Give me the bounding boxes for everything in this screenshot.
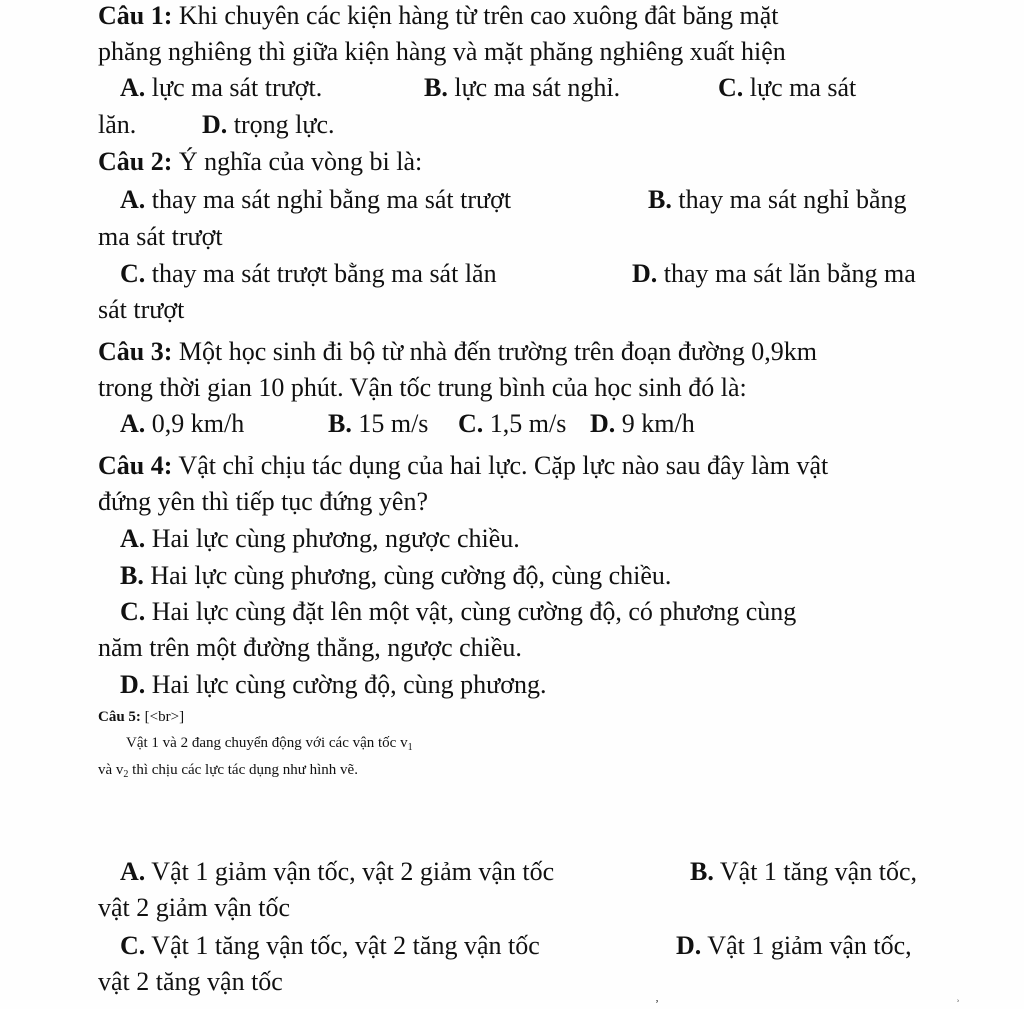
q2-option-d-cont: sát trượt [98,295,185,324]
q1-stem-text1: Khi chuyên các kiện hàng từ trên cao xuông đât băng mặt [172,1,779,30]
q4-stem-text1: Vật chỉ chịu tác dụng của hai lực. Cặp lực nào sau đây làm vật [172,451,829,480]
q1-option-c [718,72,856,104]
q5-option-d-label: D. [676,931,702,960]
q4-option-c-label: C. [120,597,146,626]
q1-option-d-text: trọng lực. [227,110,335,139]
q4-option-b [120,560,671,592]
q4-option-d-label: D. [120,670,146,699]
q5-option-b-cont: vật 2 giảm vận tốc [98,893,291,922]
q1-stem-line1 [98,0,779,32]
q5-stem-text2a: và v [98,762,124,778]
q2-option-c-label: C. [120,259,146,288]
q3-option-d-text: 9 km/h [615,409,695,438]
q4-option-a-text: Hai lực cùng phương, ngược chiều. [145,524,520,553]
q5-stem-text2b: thì chịu các lực tác dụng như hình vẽ. [128,762,358,778]
q5-option-c-text: Vật 1 tăng vận tốc, vật 2 tăng vận tốc [145,931,540,960]
q3-option-d-label: D. [590,409,616,438]
q4-option-c [120,596,796,628]
q2-option-c [120,258,497,290]
q1-option-c-cont: lăn. [98,110,137,139]
q1-label: Câu 1: [98,1,173,30]
q5-br-placeholder: [<br>] [140,709,185,725]
q5-stem-text1: Vật 1 và 2 đang chuyển động với các vận tốc v [126,735,408,751]
q5-option-b [690,856,917,888]
q3-stem-line1 [98,336,817,368]
q3-stem-line2: trong thời gian 10 phút. Vận tốc trung bình của học sinh đó là: [98,373,747,402]
q3-label: Câu 3: [98,337,173,366]
q4-option-d-text: Hai lực cùng cường độ, cùng phương. [145,670,547,699]
q3-option-d [590,408,695,440]
q4-option-b-text: Hai lực cùng phương, cùng cường độ, cùng chiều. [143,561,672,590]
q2-option-a [120,184,511,216]
q2-stem [98,146,422,178]
q5-option-b-label: B. [690,857,714,886]
q3-stem-text1: Một học sinh đi bộ từ nhà đến trường trên đoạn đường 0,9km [172,337,817,366]
q1-option-a-label: A. [120,73,146,102]
q2-option-a-text: thay ma sát nghỉ bằng ma sát trượt [145,185,512,214]
q2-option-c-text: thay ma sát trượt bằng ma sát lăn [145,259,497,288]
q4-label: Câu 4: [98,451,173,480]
scan-mark: ʾ [956,997,960,1011]
q5-label: Câu 5: [98,709,141,725]
q2-option-d-text: thay ma sát lăn bằng ma [657,259,916,288]
q1-option-a-text: lực ma sát trượt. [145,73,323,102]
q1-option-b [424,72,620,104]
q1-option-d [202,109,335,141]
q2-stem-text: Ý nghĩa của vòng bi là: [172,147,423,176]
q2-option-b-text: thay ma sát nghỉ bằng [671,185,907,214]
q2-option-d-label: D. [632,259,658,288]
q2-label: Câu 2: [98,147,173,176]
q1-option-c-label: C. [718,73,744,102]
q5-v2-subscript: 2 [123,769,129,780]
q5-option-b-text: Vật 1 tăng vận tốc, [713,857,917,886]
q1-option-d-label: D. [202,110,228,139]
q3-option-c-text: 1,5 m/s [483,409,567,438]
q2-option-b-cont: ma sát trượt [98,222,223,251]
q1-stem-line2: phăng nghiêng thì giữa kiện hàng và mặt phăng nghiêng xuất hiện [98,37,786,66]
q4-option-c-text: Hai lực cùng đặt lên một vật, cùng cường độ, có phương cùng [145,597,797,626]
q5-option-d [676,930,912,962]
q3-option-b [328,408,428,440]
q2-option-b-label: B. [648,185,672,214]
q4-option-b-label: B. [120,561,144,590]
q5-option-a-label: A. [120,857,146,886]
q1-option-b-text: lực ma sát nghỉ. [447,73,621,102]
q5-stem-line1 [126,733,413,758]
q1-option-a [120,72,322,104]
q5-option-d-cont: vật 2 tăng vận tốc [98,967,283,996]
q4-option-a [120,523,520,555]
q5-option-a [120,856,554,888]
q3-option-c [458,408,566,440]
q3-option-a-text: 0,9 km/h [145,409,245,438]
q5-option-c-label: C. [120,931,146,960]
q3-option-a-label: A. [120,409,146,438]
q1-option-c-text: lực ma sát [743,73,857,102]
q5-v1-subscript: 1 [407,742,413,753]
q1-option-b-label: B. [424,73,448,102]
q2-option-d [632,258,916,290]
q5-header [98,707,184,727]
q4-option-a-label: A. [120,524,146,553]
q5-option-c [120,930,540,962]
q5-stem-line2 [98,760,358,785]
q2-option-a-label: A. [120,185,146,214]
q4-stem-line2: đứng yên thì tiếp tục đứng yên? [98,487,429,516]
q4-stem-line1 [98,450,828,482]
q4-option-d [120,669,546,701]
q5-option-a-text: Vật 1 giảm vận tốc, vật 2 giảm vận tốc [145,857,555,886]
q3-option-b-label: B. [328,409,352,438]
q3-option-a [120,408,244,440]
q4-option-c-cont: năm trên một đường thẳng, ngược chiều. [98,633,522,662]
q3-option-b-text: 15 m/s [351,409,429,438]
scan-mark: ʼ [655,997,659,1011]
q3-option-c-label: C. [458,409,484,438]
q2-option-b [648,184,907,216]
q5-option-d-text: Vật 1 giảm vận tốc, [701,931,912,960]
